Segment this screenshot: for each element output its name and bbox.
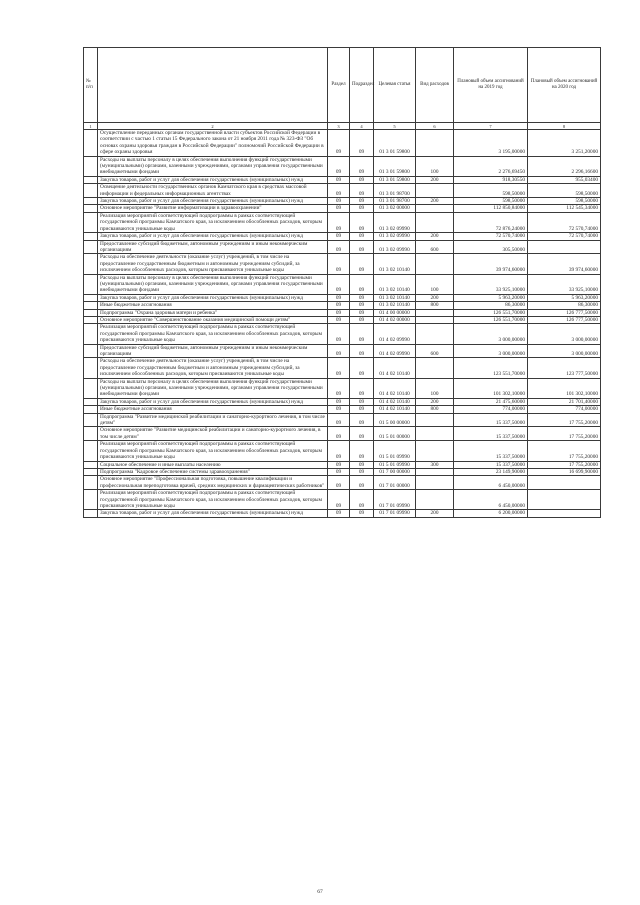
- column-number: 6: [416, 123, 454, 130]
- row-name-cell: Расходы на выплаты персоналу в целях обеспечения выполнения функций государственными (муниципальными) органами, казенными учреждениями, органами управления государственными внебюджетными фондами: [98, 156, 328, 176]
- table-row: [84, 461, 601, 468]
- target-article-cell: 01 7 01 09990: [374, 490, 416, 510]
- expense-type-cell: [416, 476, 454, 490]
- podrazdel-cell: 09: [350, 198, 374, 205]
- podrazdel-cell: 09: [350, 427, 374, 441]
- amount-2020-cell: 3 000,00000: [528, 344, 601, 358]
- row-index-cell: [84, 302, 98, 309]
- expense-type-cell: 100: [416, 378, 454, 398]
- amount-2020-cell: [528, 476, 601, 490]
- razdel-cell: 09: [328, 413, 350, 427]
- row-index-cell: [84, 176, 98, 183]
- column-number: 1: [84, 123, 98, 130]
- target-article-cell: 01 3 02 00000: [374, 205, 416, 212]
- target-article-cell: 01 5 01 00000: [374, 427, 416, 441]
- expense-type-cell: [416, 254, 454, 274]
- expense-type-cell: [416, 358, 454, 378]
- row-name-cell: Закупка товаров, работ и услуг для обеспечения государственных (муниципальных) нужд: [98, 198, 328, 205]
- table-row: [84, 240, 601, 254]
- amount-2020-cell: 2 296,16600: [528, 156, 601, 176]
- podrazdel-cell: 09: [350, 212, 374, 232]
- expense-type-cell: [416, 130, 454, 157]
- amount-2019-cell: 15 337,50000: [454, 441, 528, 461]
- target-article-cell: 01 5 00 00000: [374, 413, 416, 427]
- column-header: Целевая статья: [374, 48, 416, 123]
- table-row: [84, 309, 601, 316]
- podrazdel-cell: 09: [350, 205, 374, 212]
- table-row: [84, 324, 601, 344]
- podrazdel-cell: 09: [350, 398, 374, 405]
- row-index-cell: [84, 156, 98, 176]
- target-article-cell: 01 7 00 00000: [374, 468, 416, 475]
- table-row: [84, 176, 601, 183]
- column-header: [98, 48, 328, 123]
- expense-type-cell: 200: [416, 398, 454, 405]
- expense-type-cell: [416, 205, 454, 212]
- expense-type-cell: 200: [416, 176, 454, 183]
- table-row: [84, 212, 601, 232]
- amount-2020-cell: 955,03400: [528, 176, 601, 183]
- column-header: № п/п: [84, 48, 98, 123]
- podrazdel-cell: 09: [350, 461, 374, 468]
- expense-type-cell: [416, 212, 454, 232]
- target-article-cell: 01 3 01 59800: [374, 156, 416, 176]
- target-article-cell: 01 4 02 10140: [374, 378, 416, 398]
- podrazdel-cell: 09: [350, 476, 374, 490]
- row-index-cell: [84, 468, 98, 475]
- row-index-cell: [84, 233, 98, 240]
- budget-table: [83, 47, 601, 518]
- table-row: [84, 398, 601, 405]
- razdel-cell: 09: [328, 309, 350, 316]
- podrazdel-cell: 09: [350, 254, 374, 274]
- row-index-cell: [84, 130, 98, 157]
- row-index-cell: [84, 212, 98, 232]
- row-name-cell: Основное мероприятие "Развитие медицинской реабилитации и санаторно-курортного лечения, в том числе детям": [98, 427, 328, 441]
- amount-2019-cell: 21 475,60000: [454, 398, 528, 405]
- podrazdel-cell: 09: [350, 316, 374, 323]
- column-header: Подраздел: [350, 48, 374, 123]
- column-number: 8: [528, 123, 601, 130]
- expense-type-cell: [416, 309, 454, 316]
- table-header-row: [84, 48, 601, 123]
- expense-type-cell: 100: [416, 156, 454, 176]
- target-article-cell: 01 4 02 09990: [374, 344, 416, 358]
- row-index-cell: [84, 294, 98, 301]
- table-row: [84, 468, 601, 475]
- amount-2020-cell: 17 755,20000: [528, 441, 601, 461]
- podrazdel-cell: 09: [350, 413, 374, 427]
- podrazdel-cell: 09: [350, 441, 374, 461]
- row-name-cell: Реализация мероприятий соответствующей подпрограммы в рамках соответствующей государственной программы Камчатского края, за исключением обособленных расходов, которым присваиваются уникальные коды: [98, 212, 328, 232]
- expense-type-cell: 800: [416, 302, 454, 309]
- amount-2019-cell: 23 149,90000: [454, 468, 528, 475]
- table-row: [84, 476, 601, 490]
- target-article-cell: 01 5 01 09990: [374, 461, 416, 468]
- amount-2019-cell: 72 876,24000: [454, 212, 528, 232]
- row-index-cell: [84, 461, 98, 468]
- table-row: [84, 294, 601, 301]
- razdel-cell: 09: [328, 176, 350, 183]
- row-name-cell: Основное мероприятие "Развитие информатизации в здравоохранении": [98, 205, 328, 212]
- podrazdel-cell: 09: [350, 184, 374, 198]
- table-row: [84, 490, 601, 510]
- row-name-cell: Реализация мероприятий соответствующей подпрограммы в рамках соответствующей государственной программы Камчатского края, за исключением обособленных расходов, которым присваиваются уникальные коды: [98, 490, 328, 510]
- amount-2019-cell: 72 570,74000: [454, 233, 528, 240]
- amount-2019-cell: 101 302,10000: [454, 378, 528, 398]
- podrazdel-cell: 09: [350, 406, 374, 413]
- razdel-cell: 09: [328, 476, 350, 490]
- row-name-cell: Освещение деятельности государственных органов Камчатского края в средствах массовой информации и федеральных информационных агентствах: [98, 184, 328, 198]
- column-header: Плановый объем ассигнований на 2020 год: [528, 48, 601, 123]
- column-number: 5: [374, 123, 416, 130]
- amount-2020-cell: 17 755,20000: [528, 461, 601, 468]
- budget-document-sheet: [83, 47, 600, 518]
- table-row: [84, 130, 601, 157]
- row-index-cell: [84, 358, 98, 378]
- target-article-cell: 01 4 00 00000: [374, 309, 416, 316]
- target-article-cell: 01 3 01 98700: [374, 184, 416, 198]
- razdel-cell: 09: [328, 156, 350, 176]
- table-row: [84, 406, 601, 413]
- amount-2020-cell: 5 963,20000: [528, 294, 601, 301]
- row-index-cell: [84, 427, 98, 441]
- column-number-row: [84, 123, 601, 130]
- row-index-cell: [84, 198, 98, 205]
- amount-2019-cell: 112 850,84000: [454, 205, 528, 212]
- amount-2019-cell: 6 450,00000: [454, 476, 528, 490]
- row-name-cell: Иные бюджетные ассигнования: [98, 302, 328, 309]
- row-index-cell: [84, 316, 98, 323]
- razdel-cell: 09: [328, 398, 350, 405]
- target-article-cell: 01 4 02 10140: [374, 398, 416, 405]
- table-body: [84, 130, 601, 518]
- podrazdel-cell: 09: [350, 240, 374, 254]
- amount-2020-cell: 72 570,74000: [528, 233, 601, 240]
- amount-2020-cell: 123 777,50000: [528, 358, 601, 378]
- row-name-cell: Закупка товаров, работ и услуг для обеспечения государственных (муниципальных) нужд: [98, 398, 328, 405]
- table-row: [84, 254, 601, 274]
- amount-2019-cell: 774,00000: [454, 406, 528, 413]
- expense-type-cell: [416, 427, 454, 441]
- expense-type-cell: [416, 324, 454, 344]
- row-index-cell: [84, 510, 98, 517]
- amount-2019-cell: 3 000,00000: [454, 324, 528, 344]
- target-article-cell: 01 3 02 10140: [374, 294, 416, 301]
- target-article-cell: 01 7 01 09990: [374, 510, 416, 517]
- razdel-cell: 09: [328, 468, 350, 475]
- row-index-cell: [84, 184, 98, 198]
- row-name-cell: Реализация мероприятий соответствующей подпрограммы в рамках соответствующей государственной программы Камчатского края, за исключением обособленных расходов, которым присваиваются уникальные коды: [98, 441, 328, 461]
- column-number: 4: [350, 123, 374, 130]
- podrazdel-cell: 09: [350, 302, 374, 309]
- row-index-cell: [84, 240, 98, 254]
- target-article-cell: 01 4 02 10140: [374, 358, 416, 378]
- table-row: [84, 510, 601, 517]
- razdel-cell: 09: [328, 233, 350, 240]
- row-name-cell: Основное мероприятие "Совершенствование оказания медицинской помощи детям": [98, 316, 328, 323]
- column-number: 7: [454, 123, 528, 130]
- amount-2019-cell: 123 551,70000: [454, 358, 528, 378]
- podrazdel-cell: 09: [350, 294, 374, 301]
- target-article-cell: 01 4 02 00000: [374, 316, 416, 323]
- row-name-cell: Предоставление субсидий бюджетным, автономным учреждениям и иным некоммерческим организациям: [98, 344, 328, 358]
- row-name-cell: Реализация мероприятий соответствующей подпрограммы в рамках соответствующей государственной программы Камчатского края, за исключением обособленных расходов, которым присваиваются уникальные коды: [98, 324, 328, 344]
- amount-2020-cell: 16 699,90000: [528, 468, 601, 475]
- razdel-cell: 09: [328, 316, 350, 323]
- razdel-cell: 09: [328, 184, 350, 198]
- table-row: [84, 302, 601, 309]
- expense-type-cell: [416, 316, 454, 323]
- podrazdel-cell: 09: [350, 274, 374, 294]
- target-article-cell: 01 3 01 98700: [374, 198, 416, 205]
- amount-2020-cell: 17 755,20000: [528, 413, 601, 427]
- table-row: [84, 205, 601, 212]
- row-name-cell: Подпрограмма "Кадровое обеспечение системы здравоохранения": [98, 468, 328, 475]
- podrazdel-cell: 09: [350, 130, 374, 157]
- row-index-cell: [84, 205, 98, 212]
- amount-2019-cell: 598,50000: [454, 198, 528, 205]
- razdel-cell: 09: [328, 344, 350, 358]
- row-name-cell: Предоставление субсидий бюджетным, автономным учреждениям и иным некоммерческим организациям: [98, 240, 328, 254]
- amount-2019-cell: 15 337,50000: [454, 413, 528, 427]
- amount-2019-cell: 33 925,10000: [454, 274, 528, 294]
- amount-2020-cell: 39 974,60000: [528, 254, 601, 274]
- expense-type-cell: [416, 490, 454, 510]
- razdel-cell: 09: [328, 441, 350, 461]
- razdel-cell: 09: [328, 406, 350, 413]
- razdel-cell: 09: [328, 294, 350, 301]
- amount-2020-cell: [528, 490, 601, 510]
- expense-type-cell: 200: [416, 510, 454, 517]
- amount-2019-cell: 2 276,69450: [454, 156, 528, 176]
- row-index-cell: [84, 378, 98, 398]
- amount-2020-cell: 21 701,40000: [528, 398, 601, 405]
- row-name-cell: Закупка товаров, работ и услуг для обеспечения государственных (муниципальных) нужд: [98, 176, 328, 183]
- row-name-cell: Закупка товаров, работ и услуг для обеспечения государственных (муниципальных) нужд: [98, 233, 328, 240]
- razdel-cell: 09: [328, 302, 350, 309]
- amount-2020-cell: [528, 510, 601, 517]
- row-index-cell: [84, 398, 98, 405]
- row-index-cell: [84, 254, 98, 274]
- podrazdel-cell: 09: [350, 358, 374, 378]
- row-name-cell: Закупка товаров, работ и услуг для обеспечения государственных (муниципальных) нужд: [98, 510, 328, 517]
- podrazdel-cell: 09: [350, 490, 374, 510]
- expense-type-cell: 200: [416, 233, 454, 240]
- podrazdel-cell: 09: [350, 344, 374, 358]
- amount-2019-cell: 6 450,00000: [454, 490, 528, 510]
- expense-type-cell: 800: [416, 406, 454, 413]
- target-article-cell: 01 3 01 59800: [374, 130, 416, 157]
- amount-2020-cell: 126 777,50000: [528, 316, 601, 323]
- row-name-cell: Основное мероприятие "Профессиональная подготовка, повышение квалификации и профессиональная переподготовка врачей, средних медицинских и фармацевтических работников": [98, 476, 328, 490]
- amount-2020-cell: 101 302,10000: [528, 378, 601, 398]
- row-name-cell: Осуществление переданных органам государственной власти субъектов Российской Федерации в соответствии с частью 1 статьи 15 Федерального закона от 21 ноября 2011 года № 323-ФЗ "Об основах охраны здоровья граждан в Российской Федерации" полномочий Российской Федерации в сфере охраны здоровья: [98, 130, 328, 157]
- expense-type-cell: [416, 413, 454, 427]
- table-row: [84, 156, 601, 176]
- expense-type-cell: 200: [416, 198, 454, 205]
- expense-type-cell: 600: [416, 240, 454, 254]
- amount-2019-cell: 15 337,50000: [454, 427, 528, 441]
- row-name-cell: Расходы на выплаты персоналу в целях обеспечения выполнения функций государственными (муниципальными) органами, казенными учреждениями, органами управления государственными внебюджетными фондами: [98, 378, 328, 398]
- row-index-cell: [84, 344, 98, 358]
- expense-type-cell: 300: [416, 461, 454, 468]
- razdel-cell: 09: [328, 205, 350, 212]
- podrazdel-cell: 09: [350, 510, 374, 517]
- amount-2019-cell: 126 551,70000: [454, 309, 528, 316]
- amount-2019-cell: 126 551,70000: [454, 316, 528, 323]
- row-index-cell: [84, 476, 98, 490]
- razdel-cell: 09: [328, 490, 350, 510]
- podrazdel-cell: 09: [350, 378, 374, 398]
- razdel-cell: 09: [328, 427, 350, 441]
- razdel-cell: 09: [328, 510, 350, 517]
- table-row: [84, 378, 601, 398]
- column-header: Вид расходов: [416, 48, 454, 123]
- podrazdel-cell: 09: [350, 176, 374, 183]
- razdel-cell: 09: [328, 358, 350, 378]
- podrazdel-cell: 09: [350, 468, 374, 475]
- target-article-cell: 01 3 02 10140: [374, 302, 416, 309]
- page-number: 67: [317, 889, 323, 895]
- row-index-cell: [84, 413, 98, 427]
- amount-2020-cell: [528, 240, 601, 254]
- amount-2020-cell: 17 755,20000: [528, 427, 601, 441]
- amount-2020-cell: 598,50000: [528, 198, 601, 205]
- column-number: 2: [98, 123, 328, 130]
- table-row: [84, 198, 601, 205]
- row-name-cell: Подпрограмма "Развитие медицинской реабилитации и санаторно-курортного лечения, в том числе детям": [98, 413, 328, 427]
- amount-2020-cell: 774,00000: [528, 406, 601, 413]
- razdel-cell: 09: [328, 378, 350, 398]
- expense-type-cell: 200: [416, 294, 454, 301]
- table-row: [84, 441, 601, 461]
- expense-type-cell: 100: [416, 274, 454, 294]
- row-name-cell: Закупка товаров, работ и услуг для обеспечения государственных (муниципальных) нужд: [98, 294, 328, 301]
- row-index-cell: [84, 324, 98, 344]
- amount-2019-cell: 86,30000: [454, 302, 528, 309]
- razdel-cell: 09: [328, 254, 350, 274]
- row-index-cell: [84, 490, 98, 510]
- razdel-cell: 09: [328, 461, 350, 468]
- row-index-cell: [84, 406, 98, 413]
- amount-2019-cell: 305,50000: [454, 240, 528, 254]
- target-article-cell: 01 4 02 10140: [374, 406, 416, 413]
- amount-2020-cell: 3 251,20000: [528, 130, 601, 157]
- table-row: [84, 274, 601, 294]
- razdel-cell: 09: [328, 130, 350, 157]
- row-name-cell: Подпрограмма "Охрана здоровья матери и ребенка": [98, 309, 328, 316]
- target-article-cell: 01 3 02 09990: [374, 212, 416, 232]
- amount-2020-cell: 112 545,34000: [528, 205, 601, 212]
- table-row: [84, 427, 601, 441]
- target-article-cell: 01 3 02 10140: [374, 254, 416, 274]
- amount-2020-cell: 3 000,00000: [528, 324, 601, 344]
- podrazdel-cell: 09: [350, 309, 374, 316]
- amount-2020-cell: 598,50000: [528, 184, 601, 198]
- column-header: Раздел: [328, 48, 350, 123]
- target-article-cell: 01 3 02 10140: [374, 274, 416, 294]
- amount-2019-cell: 3 000,00000: [454, 344, 528, 358]
- table-row: [84, 316, 601, 323]
- razdel-cell: 09: [328, 324, 350, 344]
- razdel-cell: 09: [328, 240, 350, 254]
- amount-2019-cell: 39 974,60000: [454, 254, 528, 274]
- row-name-cell: Расходы на выплаты персоналу в целях обеспечения выполнения функций государственными (муниципальными) органами, казенными учреждениями, органами управления государственными внебюджетными фондами: [98, 274, 328, 294]
- row-index-cell: [84, 309, 98, 316]
- table-row: [84, 233, 601, 240]
- amount-2020-cell: 33 925,10000: [528, 274, 601, 294]
- razdel-cell: 09: [328, 212, 350, 232]
- row-name-cell: Социальное обеспечение и иные выплаты населению: [98, 461, 328, 468]
- amount-2019-cell: 598,50000: [454, 184, 528, 198]
- podrazdel-cell: 09: [350, 156, 374, 176]
- expense-type-cell: [416, 184, 454, 198]
- amount-2019-cell: 15 337,50000: [454, 461, 528, 468]
- amount-2020-cell: 126 777,50000: [528, 309, 601, 316]
- razdel-cell: 09: [328, 198, 350, 205]
- amount-2020-cell: 86,30000: [528, 302, 601, 309]
- target-article-cell: 01 5 01 09990: [374, 441, 416, 461]
- amount-2019-cell: 3 195,00000: [454, 130, 528, 157]
- table-row: [84, 358, 601, 378]
- amount-2019-cell: 918,30550: [454, 176, 528, 183]
- row-name-cell: Иные бюджетные ассигнования: [98, 406, 328, 413]
- amount-2020-cell: 72 570,74000: [528, 212, 601, 232]
- amount-2019-cell: 6 200,00000: [454, 510, 528, 517]
- razdel-cell: 09: [328, 274, 350, 294]
- row-name-cell: Расходы на обеспечение деятельности (оказание услуг) учреждений, в том числе на предоставление государственным бюджетным и автономным учреждениям субсидий, за исключением обособленных расходов, которым присваиваются уникальные коды: [98, 254, 328, 274]
- target-article-cell: 01 7 01 00000: [374, 476, 416, 490]
- target-article-cell: 01 3 02 09990: [374, 233, 416, 240]
- expense-type-cell: [416, 468, 454, 475]
- podrazdel-cell: 09: [350, 233, 374, 240]
- row-index-cell: [84, 274, 98, 294]
- table-row: [84, 184, 601, 198]
- amount-2019-cell: 5 963,20000: [454, 294, 528, 301]
- expense-type-cell: [416, 441, 454, 461]
- expense-type-cell: 600: [416, 344, 454, 358]
- table-row: [84, 344, 601, 358]
- table-row: [84, 413, 601, 427]
- target-article-cell: 01 3 01 59800: [374, 176, 416, 183]
- column-number: 3: [328, 123, 350, 130]
- target-article-cell: 01 4 02 09990: [374, 324, 416, 344]
- column-header: Плановый объем ассигнований на 2019 год: [454, 48, 528, 123]
- podrazdel-cell: 09: [350, 324, 374, 344]
- row-name-cell: Расходы на обеспечение деятельности (оказание услуг) учреждений, в том числе на предоставление государственным бюджетным и автономным учреждениям субсидий, за исключением обособленных расходов, которым присваиваются уникальные коды: [98, 358, 328, 378]
- target-article-cell: 01 3 02 09990: [374, 240, 416, 254]
- row-index-cell: [84, 441, 98, 461]
